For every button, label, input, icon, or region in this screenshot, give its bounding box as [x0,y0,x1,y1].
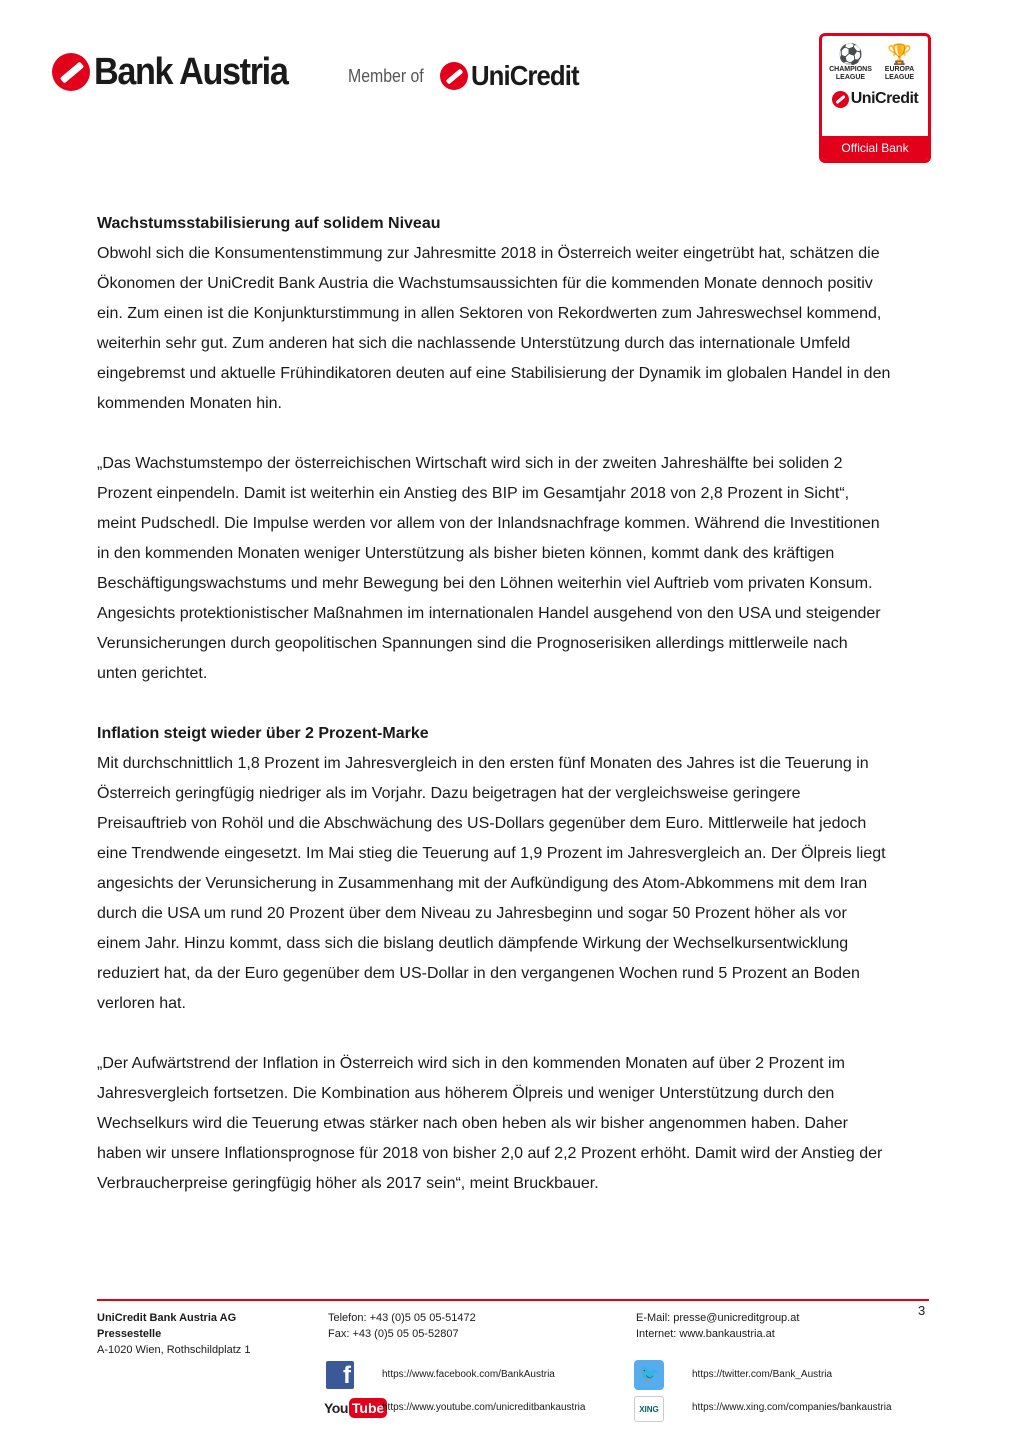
section-heading: Inflation steigt wieder über 2 Prozent-Marke [97,725,429,742]
document-body [97,209,892,1199]
website[interactable]: Internet: www.bankaustria.at [636,1328,775,1340]
unicredit-logo-icon [440,62,468,90]
champions-league-logo: ⚽ CHAMPIONS LEAGUE [826,44,875,82]
facebook-link[interactable]: https://www.facebook.com/BankAustria [382,1369,555,1380]
company-name: UniCredit Bank Austria AG [97,1312,237,1324]
europa-league-logo: 🏆 EUROPA LEAGUE [875,44,924,82]
twitter-link[interactable]: https://twitter.com/Bank_Austria [692,1369,833,1380]
unicredit-name: UniCredit [471,60,579,91]
paragraph: Obwohl sich die Konsumentenstimmung zur Jahresmitte 2018 in Österreich weiter eingetrübt hat, schätzen die Ökonomen der UniCredit Bank Austria die Wachstumsaussichten für die kommenden Monate dennoch positiv ein. Zum einen ist die Konjunkturstimmung in allen Sektoren von Rekordwerten zum Jahreswechsel kommend, weiterhin sehr gut. Zum anderen hat sich die nachlassende Unterstützung durch das internationale Umfeld eingebremst und aktuelle Frühindikatoren deuten auf eine Stabilisierung der Dynamik im globalen Handel in den kommenden Monaten hin. [97,245,891,412]
paragraph: Mit durchschnittlich 1,8 Prozent im Jahresvergleich in den ersten fünf Monaten des Jahres ist die Teuerung in Österreich geringfügig niedriger als im Vorjahr. Dazu beigetragen hat der vergleichsweise geringere Preisauftrieb von Rohöl und die Abschwächung des US-Dollars gegenüber dem Euro. Mittlerweile hat jedoch eine Trendwende eingesetzt. Im Mai stieg die Teuerung auf 1,9 Prozent im Jahresvergleich an. Der Ölpreis liegt angesichts der Verunsicherung in Zusammenhang mit der Aufkündigung des Atom-Abkommens mit dem Iran durch die USA um rund 20 Prozent über dem Niveau zu Jahresbeginn und sogar 50 Prozent höher als vor einem Jahr. Hinzu kommt, dass sich die bislang deutlich dämpfende Wirkung der Wechselkursentwicklung reduziert hat, da der Euro gegenüber dem US-Dollar in den vergangenen Wochen rund 5 Prozent an Boden verloren hat. [97,755,886,1012]
address: A-1020 Wien, Rothschildplatz 1 [97,1344,251,1356]
bank-austria-logo [52,50,309,94]
footer-address [97,1310,250,1358]
facebook-icon[interactable]: f [326,1361,354,1389]
section-heading: Wachstumsstabilisierung auf solidem Niveau [97,215,441,232]
brand-name: Bank Austria [94,50,288,93]
page-number: 3 [918,1303,926,1318]
member-of-unicredit-logo [348,60,588,92]
email-address[interactable]: E-Mail: presse@unicreditgroup.at [636,1312,800,1324]
department: Pressestelle [97,1328,162,1340]
badge-unicredit-logo: UniCredit [822,90,928,108]
fax-number: Fax: +43 (0)5 05 05-52807 [328,1328,459,1340]
twitter-icon[interactable]: 🐦 [634,1360,664,1390]
xing-icon[interactable]: XING [634,1396,664,1422]
footer-phone [328,1310,476,1342]
paragraph: „Der Aufwärtstrend der Inflation in Österreich wird sich in den kommenden Monaten auf über 2 Prozent im Jahresvergleich fortsetzen. Die Kombination aus höherem Ölpreis und weniger Unterstützung durch den Wechselkurs wird die Teuerung etwas stärker nach oben heben als wir bisher angenommen haben. Daher haben wir unsere Inflationsprognose für 2018 von bisher 2,0 auf 2,2 Prozent erhöht. Damit wird der Anstieg der Verbraucherpreise geringfügig höher als 2017 sein“, meint Bruckbauer. [97,1055,883,1192]
trophy-icon: 🏆 [887,44,912,66]
official-bank-label: Official Bank [822,136,928,160]
footer-contact [636,1310,799,1342]
youtube-icon[interactable]: You Tube [324,1397,387,1419]
footer-divider [97,1299,929,1301]
youtube-link[interactable]: https://www.youtube.com/unicreditbankaustria [382,1402,586,1413]
member-of-label: Member of [348,65,424,86]
xing-link[interactable]: https://www.xing.com/companies/bankaustria [692,1402,892,1413]
paragraph: „Das Wachstumstempo der österreichischen Wirtschaft wird sich in der zweiten Jahreshälfte bei soliden 2 Prozent einpendeln. Damit ist weiterhin ein Anstieg des BIP im Gesamtjahr 2018 von 2,8 Prozent in Sicht“, meint Pudschedl. Die Impulse werden vor allem von der Inlandsnachfrage kommen. Während die Investitionen in den kommenden Monaten weniger Unterstützung als bisher bieten können, kommt dank des kräftigen Beschäftigungswachstums und mehr Bewegung bei den Löhnen weiterhin viel Auftrieb vom privaten Konsum. Angesichts protektionistischer Maßnahmen im internationalen Handel ausgehend von den USA und steigender Verunsicherungen durch geopolitischen Spannungen sind die Prognoserisiken allerdings mittlerweile nach unten gerichtet. [97,455,881,682]
starball-icon: ⚽ [838,44,863,66]
phone-number: Telefon: +43 (0)5 05 05-51472 [328,1312,476,1324]
unicredit-logo-icon [52,53,90,91]
official-bank-badge [819,33,931,163]
unicredit-logo-icon [832,91,849,108]
